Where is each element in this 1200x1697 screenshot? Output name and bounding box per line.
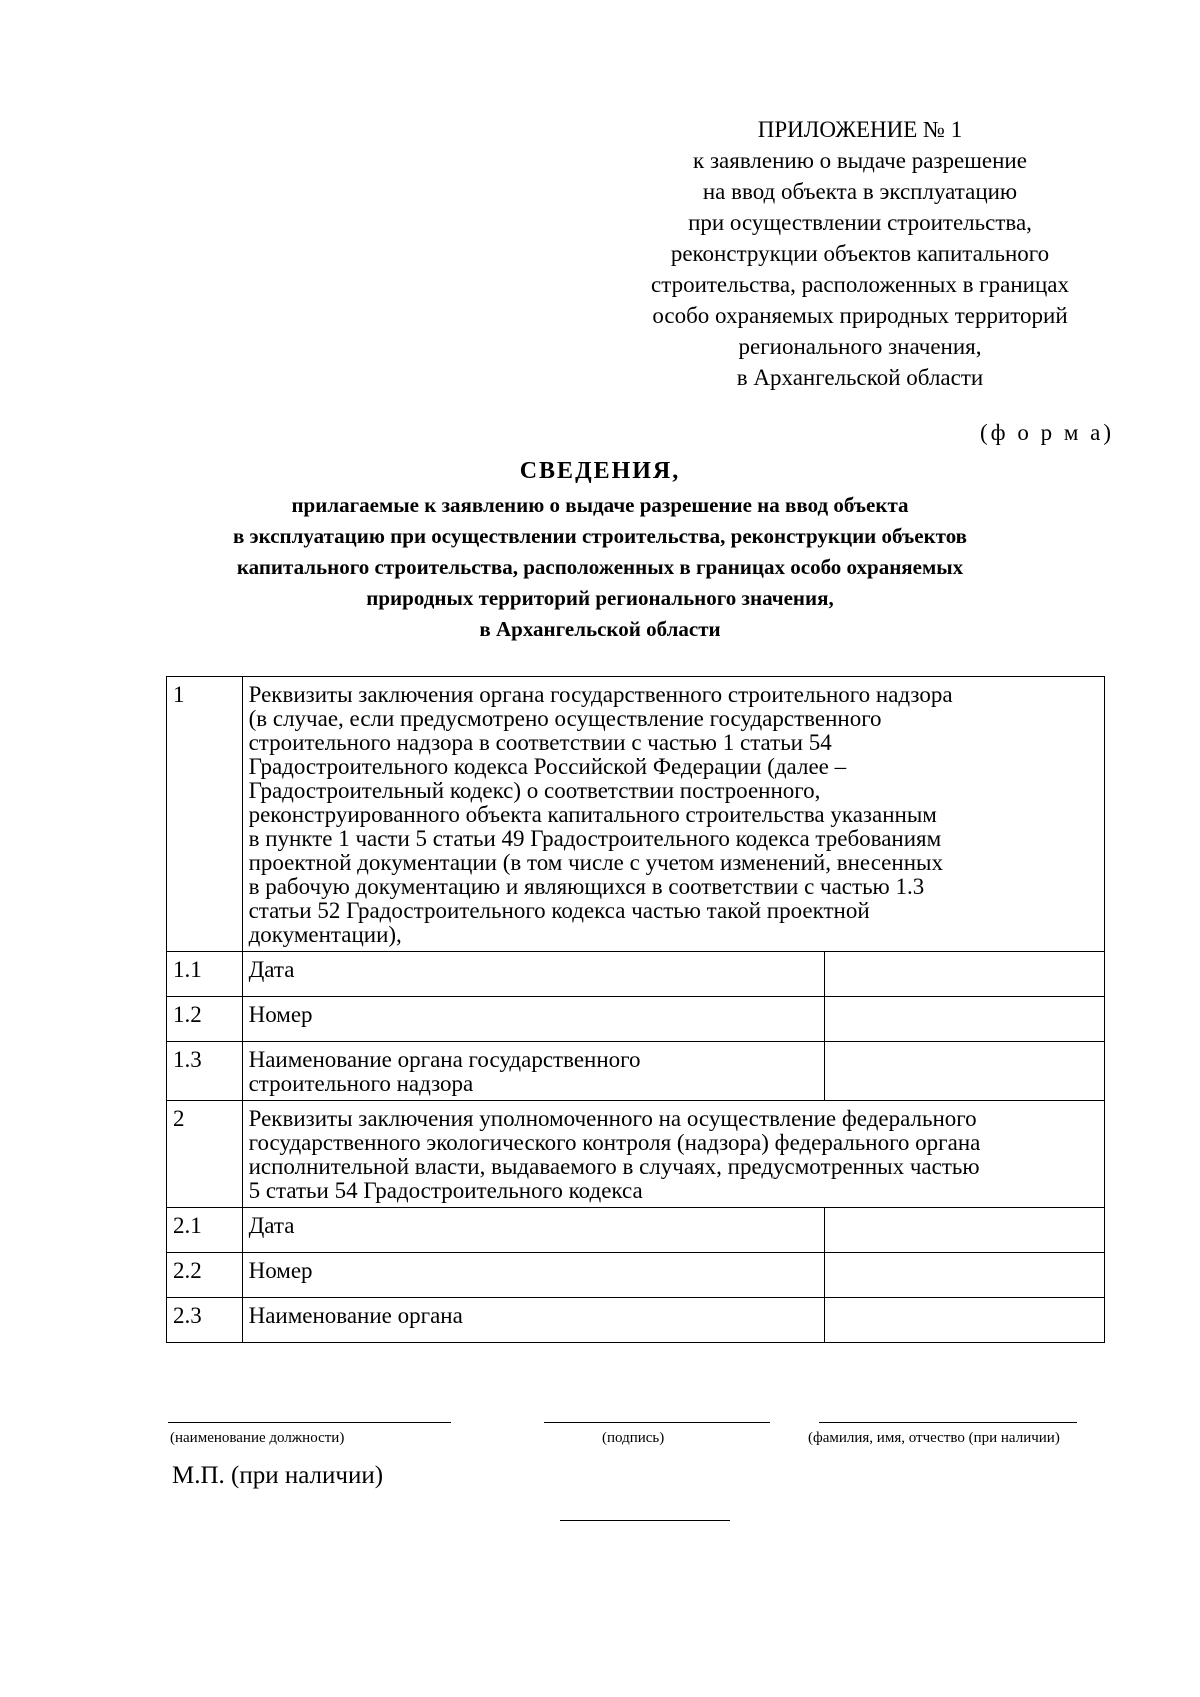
row-line: Дата [248,1213,295,1238]
table-row-section-2 [167,1101,1105,1208]
row-description [242,1101,1104,1208]
subtitle-line: в эксплуатацию при осуществлении строительства, реконструкции объектов [232,524,968,548]
row-line: Наименование органа государственного [248,1047,641,1072]
appendix-line: к заявлению о выдаче разрешение [693,148,1027,173]
row-number: 1.3 [167,1042,243,1101]
row-line: Реквизиты заключения органа государственного строительного надзора [248,682,953,707]
subtitle-line: капитального строительства, расположенных в границах особо охраняемых [236,555,964,579]
row-line: строительного надзора в соответствии с частью 1 статьи 54 [248,730,832,755]
name-caption: (фамилия, имя, отчество (при наличии) [808,1430,1060,1446]
appendix-header [600,114,1120,393]
signature-block [166,1402,1116,1462]
row-line: Дата [248,957,295,982]
name-line[interactable] [819,1422,1077,1423]
document-subtitle [100,490,1100,645]
subtitle-line: в Архангельской области [479,617,721,641]
table-row-2-2 [167,1253,1105,1298]
row-number: 1 [167,677,243,952]
row-number: 2.3 [167,1298,243,1343]
value-cell-number[interactable] [825,997,1105,1042]
appendix-line: при осуществлении строительства, [688,210,1032,235]
row-line: (в случае, если предусмотрено осуществление государственного [248,706,882,731]
row-line: в пункте 1 части 5 статьи 49 Градостроительного кодекса требованиям [248,826,942,851]
row-description [242,952,824,997]
row-line: реконструированного объекта капитального строительства указанным [248,802,937,827]
form-label: (ф о р м а) [980,420,1114,445]
table-row-1-1 [167,952,1105,997]
value-cell-authority[interactable] [825,1298,1105,1343]
row-description [242,997,824,1042]
value-cell-authority[interactable] [825,1042,1105,1101]
row-line: Градостроительный кодекс) о соответствии построенного, [248,778,821,803]
row-description [242,1042,824,1101]
position-line[interactable] [168,1422,451,1423]
row-line: Номер [248,1002,313,1027]
table-row-section-1 [167,677,1105,952]
signature-line[interactable] [544,1422,770,1423]
subtitle-line: прилагаемые к заявлению о выдаче разрешение на ввод объекта [291,493,909,517]
row-number: 2 [167,1101,243,1208]
table-row-2-1 [167,1208,1105,1253]
details-table [166,676,1105,1343]
appendix-line: на ввод объекта в эксплуатацию [702,179,1018,204]
row-line: строительного надзора [248,1071,474,1096]
table-row-1-3 [167,1042,1105,1101]
value-cell-date[interactable] [825,952,1105,997]
end-divider [560,1520,730,1521]
row-line: статьи 52 Градостроительного кодекса частью такой проектной [248,898,870,923]
row-number: 2.2 [167,1253,243,1298]
row-line: проектной документации (в том числе с учетом изменений, внесенных [248,850,943,875]
table-row-1-2 [167,997,1105,1042]
row-line: Номер [248,1258,313,1283]
subtitle-line: природных территорий регионального значения, [366,586,834,610]
row-line: документации), [248,922,402,947]
appendix-line: реконструкции объектов капитального [670,241,1050,266]
row-line: Градостроительного кодекса Российской Федерации (далее – [248,754,847,779]
row-line: 5 статьи 54 Градостроительного кодекса [248,1178,643,1203]
value-cell-number[interactable] [825,1253,1105,1298]
appendix-line: в Архангельской области [736,365,984,390]
row-number: 1.2 [167,997,243,1042]
appendix-line: особо охраняемых природных территорий [652,303,1068,328]
table-row-2-3 [167,1298,1105,1343]
row-line: исполнительной власти, выдаваемого в случаях, предусмотренных частью [248,1154,980,1179]
appendix-line: строительства, расположенных в границах [651,272,1069,297]
position-caption: (наименование должности) [170,1430,345,1446]
value-cell-date[interactable] [825,1208,1105,1253]
row-line: в рабочую документацию и являющихся в соответствии с частью 1.3 [248,874,925,899]
appendix-line: регионального значения, [738,334,982,359]
row-description [242,1298,824,1343]
stamp-place: М.П. (при наличии) [172,1462,384,1489]
appendix-line: ПРИЛОЖЕНИЕ № 1 [757,117,963,142]
row-description [242,1253,824,1298]
row-number: 1.1 [167,952,243,997]
row-number: 2.1 [167,1208,243,1253]
row-line: государственного экологического контроля (надзора) федерального органа [248,1130,981,1155]
row-line: Наименование органа [248,1303,463,1328]
row-description [242,677,1104,952]
row-line: Реквизиты заключения уполномоченного на осуществление федерального [248,1106,977,1131]
document-title: СВЕДЕНИЯ, [519,458,681,484]
signature-caption: (подпись) [602,1430,665,1446]
row-description [242,1208,824,1253]
